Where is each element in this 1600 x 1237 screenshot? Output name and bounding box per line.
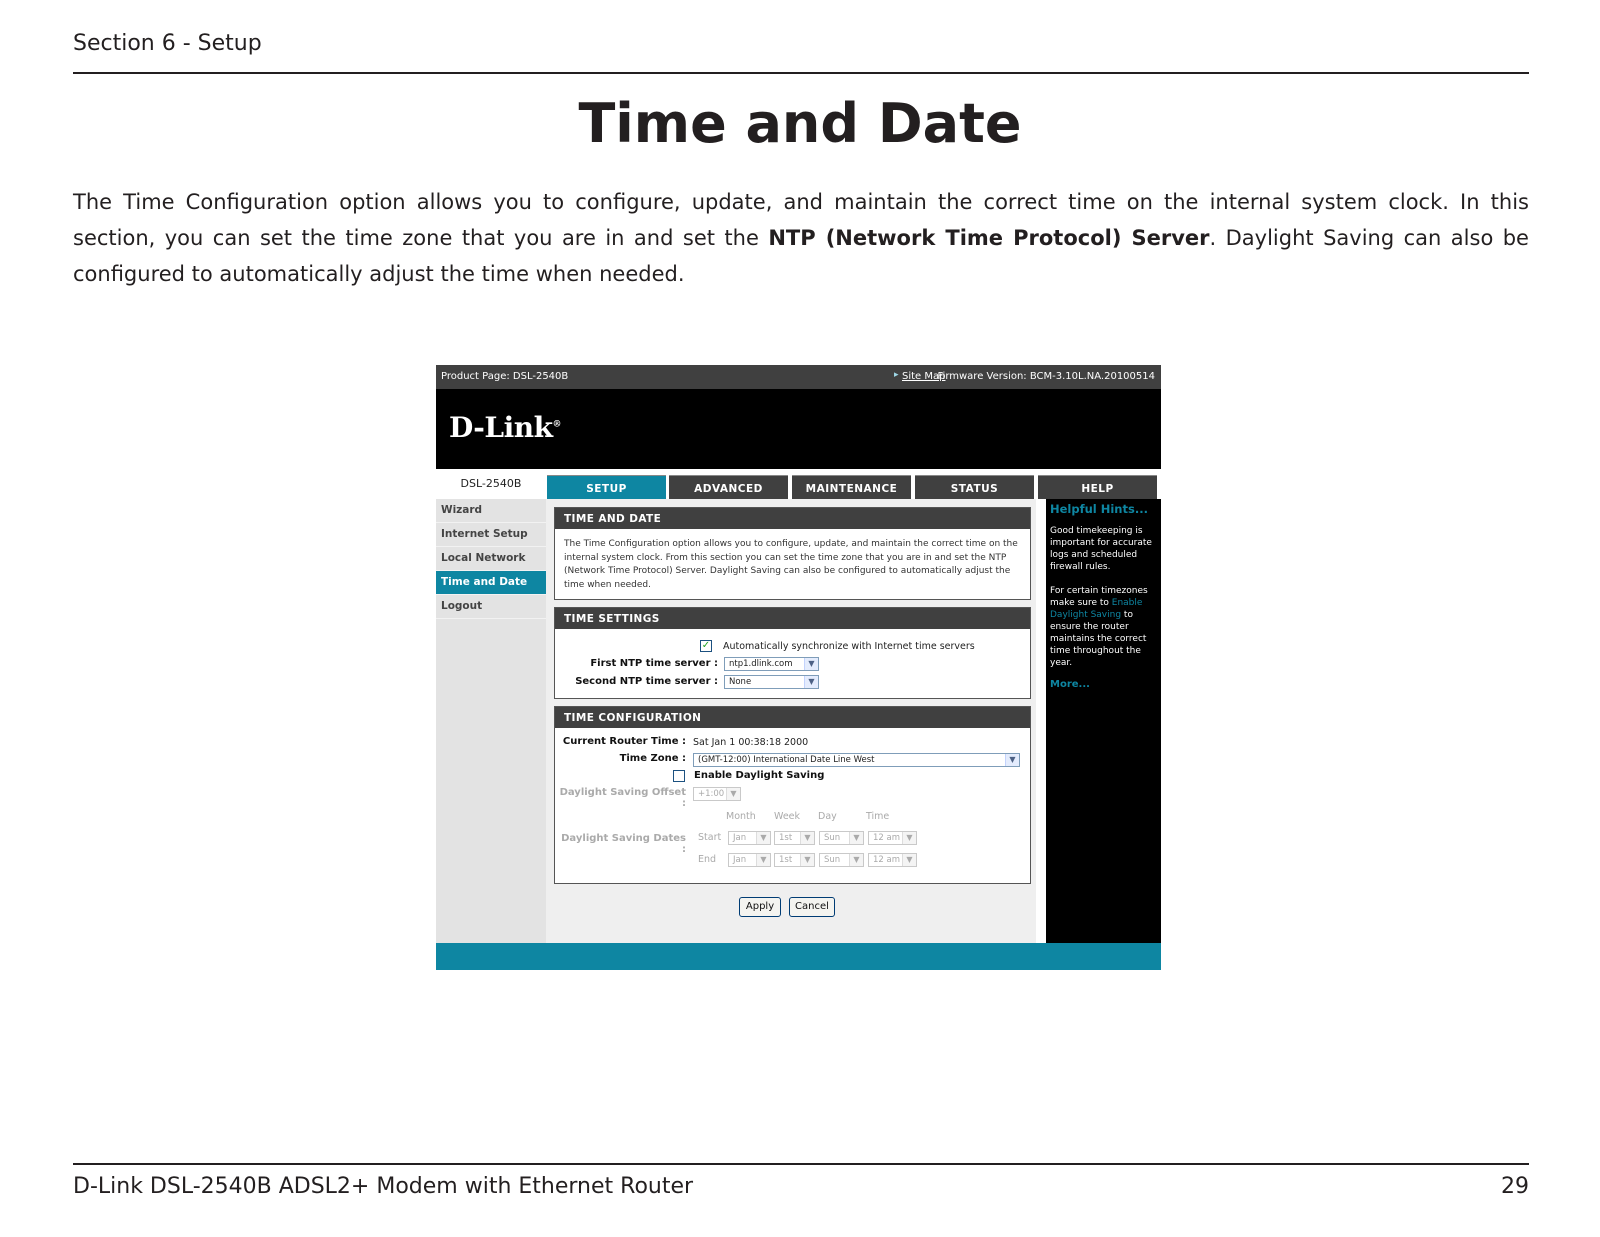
time-zone-value: (GMT-12:00) International Date Line West — [698, 755, 875, 765]
time-and-date-box — [554, 507, 1031, 600]
router-screenshot — [436, 365, 1161, 970]
start-week-select[interactable] — [774, 831, 815, 845]
chevron-down-icon: ▼ — [849, 832, 863, 844]
router-banner — [436, 389, 1161, 469]
checkmark-icon: ✓ — [701, 640, 711, 651]
tab-row — [436, 473, 1161, 499]
second-ntp-select[interactable] — [724, 675, 819, 689]
offset-value: +1:00 — [698, 789, 725, 799]
start-day-select[interactable] — [819, 831, 864, 845]
chevron-down-icon: ▼ — [902, 832, 916, 844]
daylight-saving-checkbox[interactable] — [673, 770, 685, 782]
tab-advanced[interactable]: ADVANCED — [669, 475, 788, 499]
first-ntp-value: ntp1.dlink.com — [729, 659, 793, 669]
chevron-down-icon: ▼ — [804, 658, 818, 670]
intro-paragraph — [73, 184, 1529, 292]
top-rule — [73, 72, 1529, 74]
tab-setup[interactable]: SETUP — [547, 475, 666, 499]
time-and-date-description: The Time Configuration option allows you to configure, update, and maintain the correct time on the internal system clock. From this section you can set the time zone that you are in and set the NTP (Network Time Protocol) Server. Daylight Saving can also be configured to automatically adjust the time when needed. — [564, 539, 1018, 590]
chevron-down-icon: ▼ — [1005, 754, 1019, 766]
end-day-select[interactable] — [819, 853, 864, 867]
first-ntp-select[interactable] — [724, 657, 819, 671]
site-map-link[interactable]: Site Map — [902, 371, 946, 382]
nav-item-internet-setup[interactable]: Internet Setup — [436, 523, 546, 547]
current-time-value: Sat Jan 1 00:38:18 2000 — [693, 737, 809, 748]
column-week: Week — [774, 811, 801, 822]
start-month-value: Jan — [733, 833, 747, 843]
end-month-select[interactable] — [728, 853, 771, 867]
chevron-down-icon: ▼ — [756, 832, 770, 844]
time-zone-label: Time Zone : — [619, 753, 686, 764]
logo-text: D-Link — [449, 411, 553, 444]
column-day: Day — [818, 811, 837, 822]
column-time: Time — [866, 811, 890, 822]
auto-sync-label: Automatically synchronize with Internet time servers — [723, 641, 975, 652]
offset-select[interactable] — [693, 787, 741, 801]
left-nav — [436, 499, 546, 943]
time-config-heading: TIME CONFIGURATION — [555, 707, 1030, 728]
hints-text-a: For certain timezones make sure to — [1050, 586, 1148, 608]
time-config-box — [554, 706, 1031, 884]
auto-sync-checkbox[interactable] — [700, 640, 712, 652]
bottom-rule — [73, 1163, 1529, 1165]
end-day-value: Sun — [824, 855, 841, 865]
end-time-select[interactable] — [868, 853, 917, 867]
intro-bold: NTP (Network Time Protocol) Server — [768, 226, 1210, 250]
page-number: 29 — [1501, 1174, 1529, 1199]
chevron-down-icon: ▼ — [804, 676, 818, 688]
chevron-down-icon: ▼ — [800, 832, 814, 844]
hints-text-b: to ensure the router maintains the correct time throughout the year. — [1050, 610, 1147, 668]
cancel-button[interactable]: Cancel — [789, 897, 835, 917]
footer-product: D-Link DSL-2540B ADSL2+ Modem with Ethernet Router — [73, 1174, 694, 1199]
tab-help[interactable]: HELP — [1038, 475, 1157, 499]
page-title: Time and Date — [578, 92, 1022, 155]
tab-status[interactable]: STATUS — [915, 475, 1034, 499]
chevron-down-icon: ▼ — [902, 854, 916, 866]
offset-label: Daylight Saving Offset : — [559, 787, 686, 809]
model-label: DSL-2540B — [460, 477, 522, 490]
hints-title: Helpful Hints... — [1050, 502, 1148, 516]
router-bottom-bar — [436, 943, 1161, 970]
dates-label: Daylight Saving Dates : — [561, 833, 686, 855]
chevron-down-icon: ▼ — [800, 854, 814, 866]
start-label: Start — [698, 832, 722, 843]
start-time-value: 12 am — [873, 833, 901, 843]
start-day-value: Sun — [824, 833, 841, 843]
daylight-saving-label: Enable Daylight Saving — [694, 770, 825, 781]
chevron-down-icon: ▼ — [849, 854, 863, 866]
firmware-version: Firmware Version: BCM-3.10L.NA.20100514 — [937, 371, 1155, 382]
tab-maintenance[interactable]: MAINTENANCE — [792, 475, 911, 499]
hints-paragraph-2 — [1050, 585, 1157, 669]
start-month-select[interactable] — [728, 831, 771, 845]
end-month-value: Jan — [733, 855, 747, 865]
time-settings-heading: TIME SETTINGS — [555, 608, 1030, 629]
end-week-select[interactable] — [774, 853, 815, 867]
start-week-value: 1st — [779, 833, 793, 843]
nav-item-time-and-date[interactable]: Time and Date — [436, 571, 546, 595]
router-topbar — [436, 365, 1161, 389]
start-time-select[interactable] — [868, 831, 917, 845]
time-zone-select[interactable] — [693, 753, 1020, 767]
chevron-down-icon: ▼ — [726, 788, 740, 800]
column-month: Month — [726, 811, 756, 822]
dlink-logo — [449, 411, 561, 444]
nav-item-local-network[interactable]: Local Network — [436, 547, 546, 571]
second-ntp-label: Second NTP time server : — [575, 676, 718, 687]
nav-item-logout[interactable]: Logout — [436, 595, 546, 619]
time-settings-box — [554, 607, 1031, 699]
enable-daylight-saving-link[interactable]: Enable Daylight Saving — [1050, 598, 1143, 620]
hints-paragraph-1: Good timekeeping is important for accurate logs and scheduled firewall rules. — [1050, 526, 1152, 572]
second-ntp-value: None — [729, 677, 752, 687]
product-page-label: Product Page: DSL-2540B — [441, 371, 569, 382]
current-time-label: Current Router Time : — [562, 736, 686, 747]
time-and-date-heading: TIME AND DATE — [555, 508, 1030, 529]
main-content — [546, 499, 1036, 943]
section-label: Section 6 - Setup — [73, 31, 262, 56]
end-time-value: 12 am — [873, 855, 901, 865]
end-label: End — [698, 854, 717, 865]
intro-text-2: . Daylight Saving can also be configured to automatically adjust the time when needed. — [73, 226, 1529, 286]
chevron-down-icon: ▼ — [756, 854, 770, 866]
helpful-hints-panel — [1046, 499, 1161, 943]
registered-mark: ® — [552, 419, 562, 430]
more-link[interactable]: More... — [1050, 679, 1090, 690]
intro-text-1: The Time Configuration option allows you to configure, update, and maintain the correct time on the internal system clock. In this section, you can set the time zone that you are in and set the — [73, 190, 1529, 250]
arrow-right-icon: ▸ — [894, 370, 899, 380]
nav-item-wizard[interactable]: Wizard — [436, 499, 546, 523]
first-ntp-label: First NTP time server : — [590, 658, 718, 669]
end-week-value: 1st — [779, 855, 793, 865]
apply-button[interactable]: Apply — [739, 897, 781, 917]
